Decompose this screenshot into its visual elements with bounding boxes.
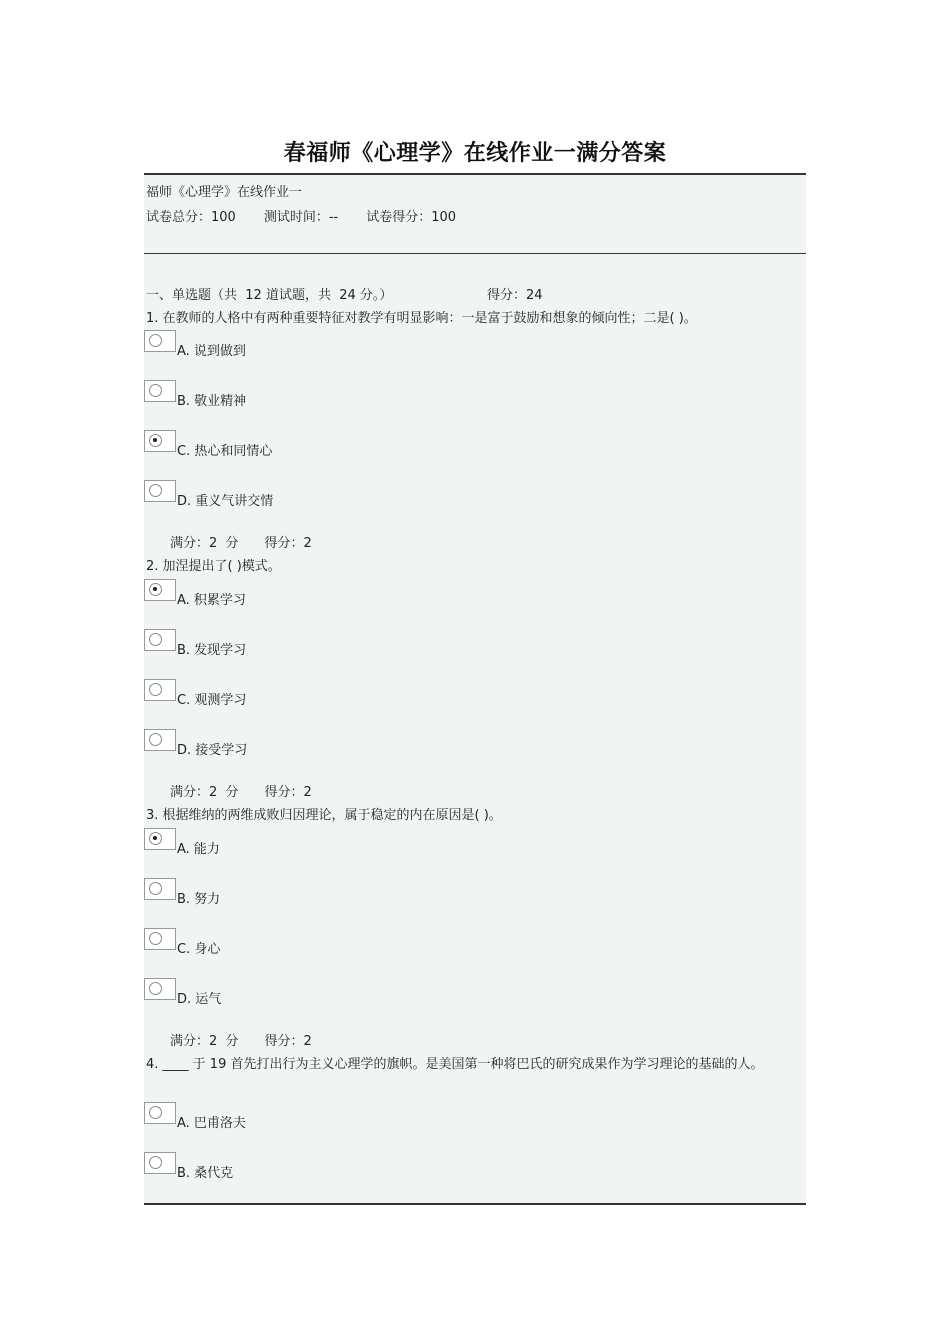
radio-dot bbox=[153, 836, 157, 840]
radio-selected-icon bbox=[149, 583, 162, 596]
radio-button[interactable] bbox=[144, 729, 176, 751]
option-label: A. 说到做到 bbox=[177, 344, 246, 359]
option-label: A. 巴甫洛夫 bbox=[177, 1116, 246, 1131]
radio-button[interactable] bbox=[144, 330, 176, 352]
radio-button-selected[interactable] bbox=[144, 430, 176, 452]
question-4-text: 4. ____ 于 19 首先打出行为主义心理学的旗帜。是美国第一种将巴氏的研究成果作为学习理论的基础的人。 bbox=[146, 1057, 764, 1072]
earned-score: 得分：2 bbox=[264, 536, 312, 551]
earned-score: 得分：2 bbox=[264, 1034, 312, 1049]
quiz-panel bbox=[144, 173, 806, 1205]
paper-score: 试卷得分：100 bbox=[366, 210, 457, 225]
radio-dot bbox=[153, 438, 157, 442]
radio-button[interactable] bbox=[144, 380, 176, 402]
radio-button[interactable] bbox=[144, 878, 176, 900]
option-label: D. 接受学习 bbox=[177, 743, 248, 758]
section-heading: 一、单选题（共 12 道试题，共 24 分。） bbox=[146, 288, 393, 303]
quiz-header bbox=[144, 175, 806, 255]
full-score: 满分：2 分 bbox=[170, 1034, 239, 1049]
full-score: 满分：2 分 bbox=[170, 536, 239, 551]
option-label: B. 努力 bbox=[177, 892, 221, 907]
radio-button[interactable] bbox=[144, 1152, 176, 1174]
radio-button-selected[interactable] bbox=[144, 579, 176, 601]
radio-button[interactable] bbox=[144, 928, 176, 950]
test-time: 测试时间：-- bbox=[263, 210, 339, 225]
section-score: 得分：24 bbox=[487, 288, 543, 303]
quiz-subtitle: 福师《心理学》在线作业一 bbox=[146, 185, 303, 200]
option-label: B. 发现学习 bbox=[177, 643, 247, 658]
radio-button[interactable] bbox=[144, 480, 176, 502]
option-label: D. 重义气讲交情 bbox=[177, 494, 274, 509]
radio-icon bbox=[149, 882, 162, 895]
option-label: C. 身心 bbox=[177, 942, 221, 957]
option-label: B. 敬业精神 bbox=[177, 394, 247, 409]
radio-icon bbox=[149, 633, 162, 646]
option-label: C. 观测学习 bbox=[177, 693, 247, 708]
radio-selected-icon bbox=[149, 832, 162, 845]
header-divider bbox=[144, 253, 806, 254]
radio-icon bbox=[149, 683, 162, 696]
radio-icon bbox=[149, 733, 162, 746]
radio-icon bbox=[149, 932, 162, 945]
radio-icon bbox=[149, 982, 162, 995]
radio-button[interactable] bbox=[144, 679, 176, 701]
q1-score-line bbox=[170, 532, 338, 551]
question-3-text: 3. 根据维纳的两维成败归因理论，属于稳定的内在原因是( )。 bbox=[146, 808, 502, 823]
radio-button[interactable] bbox=[144, 629, 176, 651]
radio-button-selected[interactable] bbox=[144, 828, 176, 850]
option-label: C. 热心和同情心 bbox=[177, 444, 273, 459]
radio-button[interactable] bbox=[144, 1102, 176, 1124]
option-label: A. 能力 bbox=[177, 842, 220, 857]
total-score: 试卷总分：100 bbox=[146, 210, 236, 225]
option-label: D. 运气 bbox=[177, 992, 222, 1007]
radio-icon bbox=[149, 384, 162, 397]
radio-selected-icon bbox=[149, 434, 162, 447]
question-2-text: 2. 加涅提出了( )模式。 bbox=[146, 559, 281, 574]
option-label: A. 积累学习 bbox=[177, 593, 246, 608]
earned-score: 得分：2 bbox=[264, 785, 312, 800]
q3-score-line bbox=[170, 1030, 338, 1049]
radio-icon bbox=[149, 1106, 162, 1119]
radio-icon bbox=[149, 1156, 162, 1169]
radio-button[interactable] bbox=[144, 978, 176, 1000]
document-title: 春福师《心理学》在线作业一满分答案 bbox=[283, 141, 667, 166]
full-score: 满分：2 分 bbox=[170, 785, 239, 800]
option-label: B. 桑代克 bbox=[177, 1166, 234, 1181]
radio-icon bbox=[149, 484, 162, 497]
question-1-text: 1. 在教师的人格中有两种重要特征对教学有明显影响：一是富于鼓励和想象的倾向性；二是( )。 bbox=[146, 311, 697, 326]
radio-dot bbox=[153, 587, 157, 591]
quiz-meta bbox=[146, 206, 484, 225]
q2-score-line bbox=[170, 781, 338, 800]
radio-icon bbox=[149, 334, 162, 347]
